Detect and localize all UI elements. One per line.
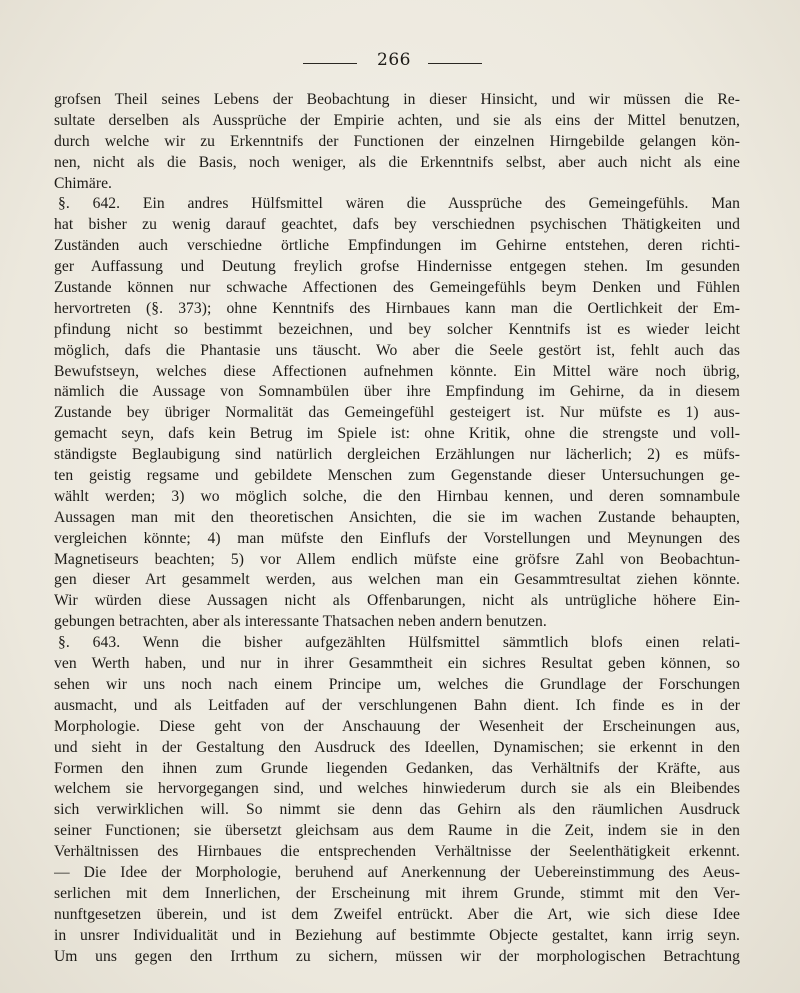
body-text <box>54 90 740 967</box>
text-line: in unsrer Individualität und in Beziehung auf bestimmte Objecte gestaltet, kann irrig seyn. <box>54 926 740 944</box>
text-line: ten geistig regsame und gebildete Menschen zum Gegenstande dieser Untersuchungen ge- <box>54 467 740 485</box>
text-line: Morphologie. Diese geht von der Anschauung der Wesenheit der Erscheinungen aus, <box>54 717 740 735</box>
text-line: grofsen Theil seines Lebens der Beobachtung in dieser Hinsicht, und wir müssen die Re- <box>54 91 740 108</box>
text-line: ständigste Beglaubigung sind natürlich dergleichen Erzählungen nur lächerlich; 2) es müfs- <box>54 446 740 464</box>
text-line: gebungen betrachten, aber als interessante Thatsachen neben andern benutzen. <box>54 613 547 631</box>
text-line: Zustande können nur schwache Affectionen des Gemeingefühls beym Denken und Fühlen <box>54 279 740 297</box>
text-line: Zuständen auch verschiedne örtliche Empfindungen im Gehirne entstehen, deren richti- <box>54 237 740 255</box>
text-line: serlichen mit dem Innerlichen, der Erscheinung mit ihrem Grunde, stimmt mit den Ver- <box>54 884 740 902</box>
page-number: 266 <box>377 50 411 70</box>
header-rule-right <box>428 63 482 64</box>
text-line: welchem sie hervorgegangen sind, und welches hinwiederum durch sie als ein Bleibendes <box>54 780 740 798</box>
text-line: Chimäre. <box>54 174 112 192</box>
text-line: wählt werden; 3) wo möglich solche, die den Hirnbau kennen, und deren somnambule <box>54 487 740 505</box>
text-line: nen, nicht als die Basis, noch weniger, als die Erkenntnifs selbst, aber auch nicht als eine <box>54 153 740 171</box>
text-line: möglich, dafs die Phantasie uns täuscht. Wo aber die Seele gestört ist, fehlt auch das <box>54 341 740 359</box>
text-line: hervortreten (§. 373); ohne Kenntnifs des Hirnbaues kann man die Oertlichkeit der Em- <box>54 299 740 317</box>
text-line: §. 642. Ein andres Hülfsmittel wären die Aussprüche des Gemeingefühls. Man <box>58 195 740 213</box>
text-line: Wir würden diese Aussagen nicht als Offenbarungen, nicht als untrügliche höhere Ein- <box>54 592 740 610</box>
text-line: pfindung nicht so bestimmt bezeichnen, und bey solcher Kenntnifs ist es wieder leicht <box>54 320 740 338</box>
text-line: sich verwirklichen will. So nimmt sie denn das Gehirn als den räumlichen Ausdruck <box>54 801 740 819</box>
text-line: vergleichen könnte; 4) man müfste den Einflufs der Vorstellungen und Meynungen des <box>54 529 740 547</box>
text-line: gen dieser Art gesammelt werden, aus welchen man ein Gesammtresultat ziehen könnte. <box>54 571 740 589</box>
text-line: ven Werth haben, und nur in ihrer Gesammtheit ein sichres Resultat geben können, so <box>54 655 740 673</box>
page-header <box>0 50 800 74</box>
text-line: — Die Idee der Morphologie, beruhend auf Anerkennung der Uebereinstimmung des Aeus- <box>54 863 740 881</box>
text-line: Aussagen man mit den theoretischen Ansichten, die sie im wachen Zustande behaupten, <box>54 508 740 526</box>
text-line: §. 643. Wenn die bisher aufgezählten Hülfsmittel sämmtlich blofs einen relati- <box>58 634 740 652</box>
text-line: sehen wir uns noch nach einem Principe um, welches die Grundlage der Forschungen <box>54 675 740 693</box>
text-line: durch welche wir zu Erkenntnifs der Functionen der einzelnen Hirngebilde gelangen kön- <box>54 132 740 150</box>
text-line: nunftgesetzen überein, und ist dem Zweifel entrückt. Aber die Art, wie sich diese Idee <box>54 905 740 923</box>
text-line: Formen den ihnen zum Grunde liegenden Gedanken, das Verhältnifs der Kräfte, aus <box>54 759 740 777</box>
text-line: Verhältnissen des Hirnbaues die entsprechenden Verhältnisse der Seelenthätigkeit erkennt. <box>54 843 740 861</box>
text-line: ger Auffassung und Deutung freylich grofse Hindernisse entgegen stehen. Im gesunden <box>54 258 740 276</box>
text-line: hat bisher zu wenig darauf geachtet, dafs bey verschiednen psychischen Thätigkeiten und <box>54 216 740 234</box>
text-line: gemacht seyn, dafs kein Betrug im Spiele ist: ohne Kritik, ohne die strengste und voll- <box>54 425 740 443</box>
text-line: und sieht in der Gestaltung den Ausdruck des Ideellen, Dynamischen; sie erkennt in den <box>54 738 740 756</box>
text-line: sultate derselben als Aussprüche der Empirie achten, und sie als eins der Mittel benutzen, <box>54 111 740 129</box>
text-line: Zustande bey übriger Normalität das Gemeingefühl gesteigert ist. Nur müfste es 1) aus- <box>54 404 740 422</box>
text-line: seiner Functionen; sie übersetzt gleichsam aus dem Raume in die Zeit, indem sie in den <box>54 822 740 840</box>
text-line: Bewufstseyn, welches diese Affectionen aufnehmen könnte. Ein Mittel wäre noch übrig, <box>54 362 740 380</box>
text-line: Magnetiseurs beachten; 5) vor Allem endlich müfste eine gröfsre Zahl von Beobachtun- <box>54 550 740 568</box>
text-line: Um uns gegen den Irrthum zu sichern, müssen wir der morphologischen Betrachtung <box>54 947 740 965</box>
header-rule-left <box>303 63 357 64</box>
text-line: nämlich die Aussage von Somnambülen über ihre Empfindung im Gehirne, da in diesem <box>54 383 740 401</box>
text-line: ausmacht, und als Leitfaden auf der verschlungenen Bahn dient. Ich finde es in der <box>54 696 740 714</box>
